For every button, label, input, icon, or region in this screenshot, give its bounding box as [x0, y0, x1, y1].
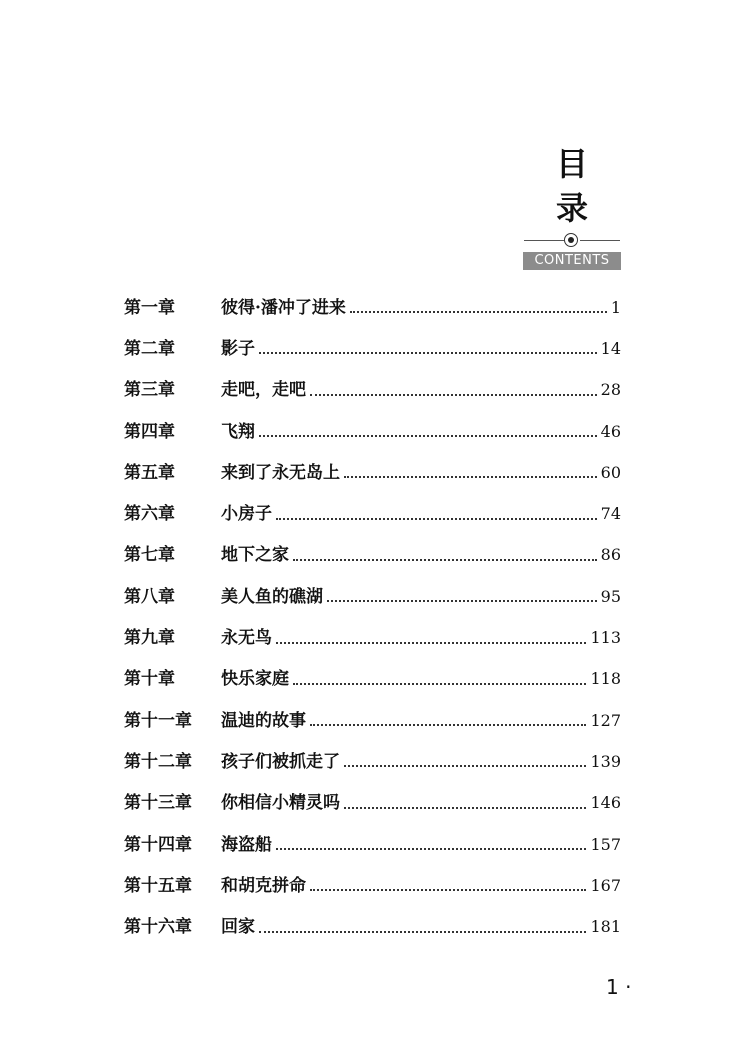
page-title: 目 录: [555, 145, 602, 227]
dot-leader: [344, 475, 597, 478]
toc-entry-8[interactable]: [124, 576, 621, 617]
chapter-number: 第十四章: [124, 834, 192, 855]
chapter-title: 温迪的故事: [221, 710, 306, 731]
page-ref: 146: [590, 793, 621, 813]
contents-label: CONTENTS: [523, 252, 621, 270]
toc-entry-5[interactable]: [124, 452, 621, 493]
toc-entry-7[interactable]: [124, 535, 621, 576]
table-of-contents: [124, 287, 621, 948]
dot-leader: [259, 434, 597, 437]
chapter-title: 永无鸟: [221, 628, 272, 649]
chapter-number: 第十二章: [124, 751, 192, 772]
page-ref: 157: [590, 834, 621, 854]
toc-entry-1[interactable]: [124, 287, 621, 328]
chapter-number: 第六章: [124, 504, 175, 525]
chapter-number: 第八章: [124, 586, 175, 607]
page-ref: 167: [590, 875, 621, 895]
chapter-number: 第十章: [124, 669, 175, 690]
page-ref: 14: [600, 338, 621, 358]
page-ref: 181: [590, 917, 621, 937]
toc-entry-13[interactable]: [124, 783, 621, 824]
page-ref: 74: [600, 504, 621, 524]
page-ref: 95: [600, 586, 621, 606]
chapter-number: 第三章: [124, 380, 175, 401]
page-ref: 60: [600, 462, 621, 482]
chapter-title: 孩子们被抓走了: [221, 751, 340, 772]
chapter-title: 来到了永无岛上: [221, 462, 340, 483]
toc-entry-3[interactable]: [124, 370, 621, 411]
page-ref: 139: [590, 751, 621, 771]
dot-leader: [310, 393, 597, 396]
page-number: 1 ·: [606, 975, 632, 999]
chapter-number: 第五章: [124, 462, 175, 483]
dot-leader: [259, 930, 586, 933]
dot-leader: [350, 310, 607, 313]
ornament-line-right: [580, 240, 620, 241]
page-ref: 28: [600, 380, 621, 400]
chapter-number: 第七章: [124, 545, 175, 566]
chapter-title: 小房子: [221, 504, 272, 525]
toc-entry-9[interactable]: [124, 617, 621, 658]
toc-entry-2[interactable]: [124, 328, 621, 369]
dot-leader: [344, 806, 586, 809]
dot-leader: [276, 517, 597, 520]
page-ref: 1: [610, 297, 621, 317]
chapter-number: 第十三章: [124, 793, 192, 814]
toc-entry-11[interactable]: [124, 700, 621, 741]
chapter-number: 第一章: [124, 297, 175, 318]
chapter-title: 飞翔: [221, 421, 255, 442]
title-ornament: [518, 232, 626, 250]
page-ref: 113: [590, 628, 621, 648]
dot-leader: [293, 682, 586, 685]
chapter-title: 和胡克拼命: [221, 875, 306, 896]
dot-leader: [276, 847, 586, 850]
toc-entry-16[interactable]: [124, 906, 621, 947]
toc-entry-10[interactable]: [124, 659, 621, 700]
toc-entry-6[interactable]: [124, 493, 621, 534]
chapter-title: 地下之家: [221, 545, 289, 566]
ornament-line-left: [524, 240, 564, 241]
chapter-title: 快乐家庭: [221, 669, 289, 690]
toc-header: [518, 142, 626, 270]
chapter-title: 海盗船: [221, 834, 272, 855]
page-ref: 46: [600, 421, 621, 441]
chapter-number: 第九章: [124, 628, 175, 649]
chapter-title: 彼得·潘冲了进来: [221, 297, 346, 318]
chapter-title: 走吧，走吧: [221, 380, 306, 401]
chapter-number: 第二章: [124, 338, 175, 359]
dot-leader: [344, 764, 586, 767]
chapter-title: 影子: [221, 338, 255, 359]
chapter-number: 第十六章: [124, 917, 192, 938]
page-ref: 86: [600, 545, 621, 565]
chapter-title: 美人鱼的礁湖: [221, 586, 323, 607]
page-ref: 127: [590, 710, 621, 730]
toc-entry-15[interactable]: [124, 865, 621, 906]
toc-entry-4[interactable]: [124, 411, 621, 452]
page-ref: 118: [590, 669, 621, 689]
toc-entry-12[interactable]: [124, 741, 621, 782]
chapter-title: 回家: [221, 917, 255, 938]
chapter-number: 第四章: [124, 421, 175, 442]
chapter-title: 你相信小精灵吗: [221, 793, 340, 814]
ornament-dot-icon: [564, 233, 578, 247]
chapter-number: 第十五章: [124, 875, 192, 896]
dot-leader: [276, 641, 586, 644]
dot-leader: [293, 558, 597, 561]
toc-entry-14[interactable]: [124, 824, 621, 865]
dot-leader: [259, 351, 597, 354]
chapter-number: 第十一章: [124, 710, 192, 731]
dot-leader: [310, 723, 586, 726]
dot-leader: [327, 599, 597, 602]
dot-leader: [310, 888, 586, 891]
